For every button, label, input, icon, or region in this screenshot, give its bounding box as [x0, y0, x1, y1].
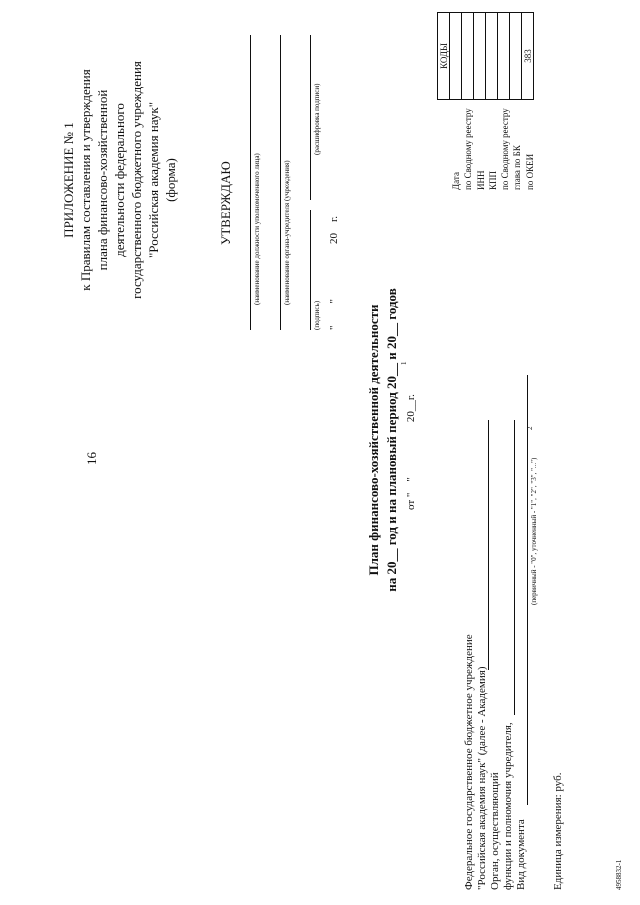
code-label-registry2: по Сводному реестру — [500, 108, 511, 190]
appendix-block — [60, 30, 179, 330]
code-label-inn: ИНН — [475, 170, 486, 190]
plan-subtitle: на 20__ год и на плановый период 20__ и 20__ годов — [384, 288, 399, 592]
doc-type-label: Вид документа — [515, 819, 527, 890]
code-cell-bk[interactable] — [510, 13, 522, 100]
code-label-bk: глава по БК — [512, 145, 523, 190]
approval-date: " " 20 г. — [328, 215, 340, 330]
organ-underline — [514, 420, 515, 715]
code-cell-inn[interactable] — [474, 13, 486, 100]
plan-date: от " " 20__г. — [405, 394, 417, 510]
appendix-line: "Российская академия наук" — [146, 101, 161, 259]
doc-type-caption: (первичный - "0", уточненный - "1", "2", "3", "...") — [530, 457, 538, 605]
footer-code: 4958832-1 — [615, 859, 623, 890]
official-line — [250, 35, 251, 330]
codes-labels — [450, 108, 536, 190]
institution-underline — [488, 420, 489, 670]
appendix-line: деятельности федерального — [112, 103, 127, 257]
caption-signature: (подпись) — [313, 300, 321, 330]
unit-label: Единица измерения: руб. — [552, 772, 564, 890]
appendix-line: плана финансово-хозяйственной — [95, 89, 110, 271]
plan-title: План финансово-хозяйственной деятельности — [366, 304, 381, 576]
page-number: 16 — [84, 452, 99, 465]
plan-footnote-mark: 1 — [400, 361, 408, 365]
caption-founder: (наименование органа-учредителя (учреждения) — [283, 160, 291, 305]
doc-type-footnote: 2 — [526, 426, 534, 430]
code-cell-date[interactable] — [450, 13, 462, 100]
code-cell-registry2[interactable] — [498, 13, 510, 100]
organ-line1: Орган, осуществляющий — [489, 772, 501, 890]
code-cell-registry[interactable] — [462, 13, 474, 100]
doc-type-underline — [527, 375, 528, 805]
plan-header — [365, 230, 401, 650]
founder-line — [280, 35, 281, 330]
decoding-line — [310, 35, 311, 200]
institution-line2: "Российская академия наук" (далее - Академия) — [476, 666, 488, 890]
code-label-okei: по ОКЕИ — [524, 153, 535, 190]
caption-official: (наименование должности уполномоченного лица) — [253, 153, 261, 305]
codes-header: КОДЫ — [438, 13, 450, 100]
appendix-line: (форма) — [163, 158, 178, 202]
organ-line2: функции и полномочия учредителя, — [502, 722, 514, 890]
appendix-line: государственного бюджетного учреждения — [129, 61, 144, 299]
code-label-date: Дата — [451, 172, 461, 190]
codes-table — [437, 12, 534, 100]
code-label-registry: по Сводному реестру — [463, 108, 474, 190]
approval-title: УТВЕРЖДАЮ — [218, 161, 233, 245]
institution-line1: Федеральное государственное бюджетное учреждение — [463, 634, 475, 890]
code-label-kpp: КПП — [487, 170, 498, 190]
signature-line — [310, 210, 311, 330]
appendix-title: ПРИЛОЖЕНИЕ № 1 — [61, 122, 76, 238]
code-cell-okei[interactable]: 383 — [522, 13, 534, 100]
caption-decoding: (расшифровка подписи) — [313, 83, 321, 155]
appendix-line: к Правилам составления и утверждения — [78, 69, 93, 291]
code-cell-kpp[interactable] — [486, 13, 498, 100]
